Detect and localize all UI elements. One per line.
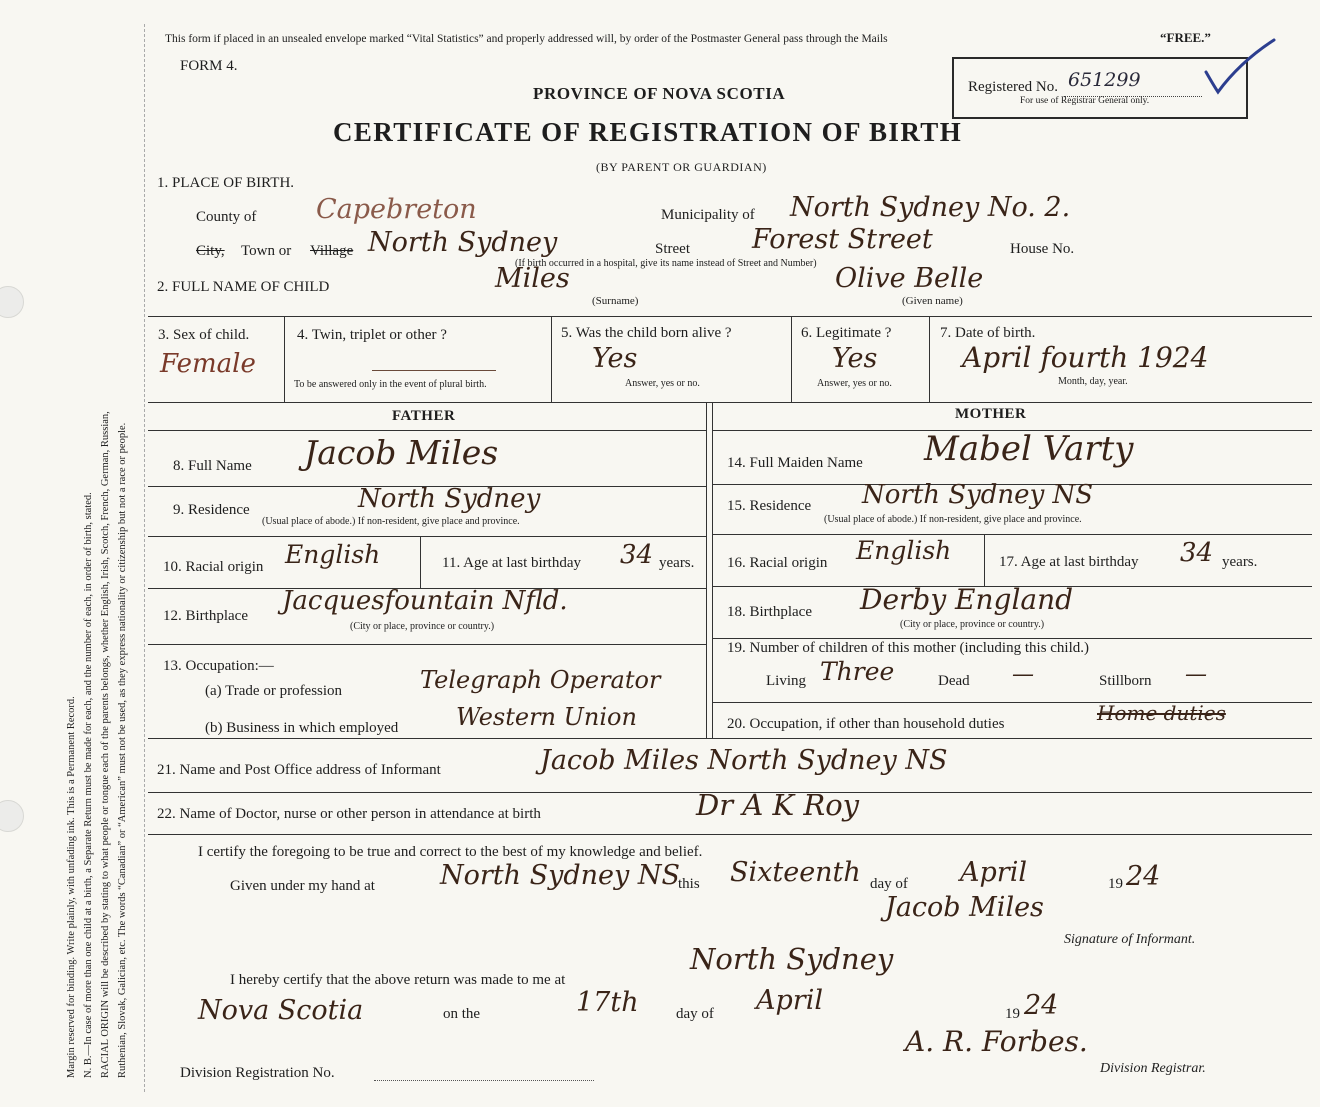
legitimate-value: Yes xyxy=(832,343,878,374)
mother-age: 34 xyxy=(1180,538,1214,568)
rule-parents-bottom xyxy=(148,738,1312,739)
sex-value: Female xyxy=(160,349,256,379)
mother-children-label: 19. Number of children of this mother (including this child.) xyxy=(727,640,1090,656)
father-race: English xyxy=(285,540,381,569)
binding-margin-line xyxy=(144,24,145,1092)
binding-hole-bottom xyxy=(0,800,24,832)
margin-note-4: Ruthenian, Slovak, Galician, etc. The words “Canadian” or “American” must not be used, as they express nationality or citizenship but not a race or people. xyxy=(117,422,128,1078)
registrar-year-prefix: 19 xyxy=(1005,1006,1020,1022)
registrar-place-province: Nova Scotia xyxy=(198,995,364,1026)
given-under-label: Given under my hand at xyxy=(230,878,375,894)
born-alive-value: Yes xyxy=(592,343,638,374)
certificate-title: CERTIFICATE OF REGISTRATION OF BIRTH xyxy=(333,117,963,147)
mother-race-label: 16. Racial origin xyxy=(727,555,828,571)
margin-note-2: N. B.—In case of more than one child at a birth, a Separate Return must be made for each, and the number of each, in order of birth, stated. xyxy=(83,492,94,1078)
father-name-label: 8. Full Name xyxy=(173,458,252,474)
division-registration-line xyxy=(374,1080,594,1081)
municipality-label: Municipality of xyxy=(661,207,755,223)
father-trade-label: (a) Trade or profession xyxy=(205,683,343,699)
father-birthplace: Jacquesfountain Nfld. xyxy=(282,586,568,616)
rule-row3-bottom xyxy=(148,402,1312,403)
born-alive-label: 5. Was the child born alive ? xyxy=(561,325,732,341)
father-birthplace-note: (City or place, province or country.) xyxy=(350,621,495,632)
registrar-year: 24 xyxy=(1024,990,1059,1021)
father-residence-label: 9. Residence xyxy=(173,502,250,518)
mother-name: Mabel Varty xyxy=(924,429,1134,469)
mother-race: English xyxy=(856,536,952,565)
father-race-label: 10. Racial origin xyxy=(163,559,264,575)
registrar-caption: Division Registrar. xyxy=(1100,1061,1206,1076)
doctor-label: 22. Name of Doctor, nurse or other person in attendance at birth xyxy=(157,806,541,822)
stillborn-value: — xyxy=(1185,662,1207,687)
mother-name-label: 14. Full Maiden Name xyxy=(727,455,863,471)
child-given-name: Olive Belle xyxy=(835,263,984,294)
division-registration-label: Division Registration No. xyxy=(180,1065,335,1081)
registrar-dayof-label: day of xyxy=(676,1006,714,1022)
province-heading: PROVINCE OF NOVA SCOTIA xyxy=(533,84,786,103)
margin-note-1: Margin reserved for binding. Write plainly, with unfading ink. This is a Permanent Record. xyxy=(66,696,77,1078)
margin-note-3: RACIAL ORIGIN will be described by stating to what people or tongue each of the parents belongs, whether English, Irish, Scotch, French, German, Russian, xyxy=(100,411,111,1078)
blue-checkmark-icon xyxy=(1200,36,1280,98)
mother-occupation-label: 20. Occupation, if other than household duties xyxy=(727,716,1005,732)
father-trade: Telegraph Operator xyxy=(420,666,661,694)
registrar-signature: A. R. Forbes. xyxy=(905,1025,1088,1058)
dob-label: 7. Date of birth. xyxy=(940,325,1036,341)
rule-row3-top xyxy=(148,316,1312,317)
city-label: City, xyxy=(196,243,225,259)
stillborn-label: Stillborn xyxy=(1099,673,1152,689)
certificate-subtitle: (BY PARENT OR GUARDIAN) xyxy=(596,160,767,174)
given-day: Sixteenth xyxy=(730,857,861,888)
mother-age-label: 17. Age at last birthday xyxy=(999,554,1139,570)
father-business: Western Union xyxy=(456,703,637,731)
dob-note: Month, day, year. xyxy=(1058,376,1128,387)
dead-label: Dead xyxy=(938,673,970,689)
registrar-place: North Sydney xyxy=(690,942,894,976)
father-residence: North Sydney xyxy=(358,484,541,514)
binding-hole-top xyxy=(0,286,24,318)
doctor-value: Dr A K Roy xyxy=(696,788,860,822)
father-age-label: 11. Age at last birthday xyxy=(442,555,581,571)
given-dayof-label: day of xyxy=(870,876,908,892)
mother-birthplace-label: 18. Birthplace xyxy=(727,604,812,620)
sex-label: 3. Sex of child. xyxy=(158,327,250,343)
twin-dash xyxy=(372,370,496,371)
registered-label: Registered No. xyxy=(968,79,1058,95)
given-place: North Sydney NS xyxy=(440,860,680,891)
given-year-prefix: 19 xyxy=(1108,876,1123,892)
mother-residence: North Sydney NS xyxy=(862,480,1094,510)
given-year: 24 xyxy=(1126,861,1161,892)
town-label: Town or xyxy=(241,243,292,259)
street-label: Street xyxy=(655,241,690,257)
registrar-certify: I hereby certify that the above return was made to me at xyxy=(230,972,566,988)
informant-signature-caption: Signature of Informant. xyxy=(1064,932,1196,947)
mother-residence-note: (Usual place of abode.) If non-resident, give place and province. xyxy=(824,514,1082,525)
county-value: Capebreton xyxy=(316,194,477,225)
born-alive-note: Answer, yes or no. xyxy=(625,378,700,389)
father-residence-note: (Usual place of abode.) If non-resident, give place and province. xyxy=(262,516,520,527)
surname-caption: (Surname) xyxy=(592,295,639,307)
given-caption: (Given name) xyxy=(902,295,963,307)
father-occupation-heading: 13. Occupation:— xyxy=(163,658,274,674)
postal-free: “FREE.” xyxy=(1160,30,1211,45)
given-this-label: this xyxy=(678,876,700,892)
place-of-birth-heading: 1. PLACE OF BIRTH. xyxy=(157,175,295,191)
county-label: County of xyxy=(196,209,257,225)
mother-heading: MOTHER xyxy=(955,406,1027,422)
house-number-label: House No. xyxy=(1010,241,1075,257)
town-value: North Sydney xyxy=(368,227,558,258)
certify-statement: I certify the foregoing to be true and correct to the best of my knowledge and belief. xyxy=(198,844,703,860)
dob-value: April fourth 1924 xyxy=(962,341,1209,374)
registrar-only-note: For use of Registrar General only. xyxy=(1020,96,1150,106)
given-month: April xyxy=(960,857,1027,888)
mother-residence-label: 15. Residence xyxy=(727,498,812,514)
father-heading: FATHER xyxy=(392,408,456,424)
father-name: Jacob Miles xyxy=(304,433,499,472)
child-name-label: 2. FULL NAME OF CHILD xyxy=(157,279,330,295)
legitimate-label: 6. Legitimate ? xyxy=(801,325,892,341)
dead-value: — xyxy=(1012,662,1034,687)
municipality-value: North Sydney No. 2. xyxy=(790,192,1071,223)
registered-number: 651299 xyxy=(1068,69,1141,91)
father-birthplace-label: 12. Birthplace xyxy=(163,608,248,624)
father-years-label: years. xyxy=(659,555,695,571)
informant-label: 21. Name and Post Office address of Informant xyxy=(157,762,441,778)
informant-value: Jacob Miles North Sydney NS xyxy=(540,745,948,776)
living-label: Living xyxy=(766,673,806,689)
father-business-label: (b) Business in which employed xyxy=(205,720,399,736)
twin-label: 4. Twin, triplet or other ? xyxy=(297,327,447,343)
informant-signature: Jacob Miles xyxy=(885,892,1044,923)
form-number: FORM 4. xyxy=(180,58,238,74)
living-value: Three xyxy=(820,657,895,686)
child-surname: Miles xyxy=(495,263,570,294)
father-age: 34 xyxy=(620,540,654,570)
mother-years-label: years. xyxy=(1222,554,1258,570)
legitimate-note: Answer, yes or no. xyxy=(817,378,892,389)
hospital-note: (If birth occurred in a hospital, give its name instead of Street and Number) xyxy=(515,258,817,269)
mother-occupation: Home duties xyxy=(1097,701,1226,725)
twin-note: To be answered only in the event of plural birth. xyxy=(294,379,487,390)
registrar-on-label: on the xyxy=(443,1006,481,1022)
mother-birthplace-note: (City or place, province or country.) xyxy=(900,619,1045,630)
village-label: Village xyxy=(310,243,354,259)
registrar-month: April xyxy=(756,985,823,1016)
registrar-day: 17th xyxy=(576,987,639,1018)
postal-notice: This form if placed in an unsealed envelope marked “Vital Statistics” and properly addressed will, by order of the Postmaster General pass through the Mails xyxy=(165,33,888,45)
mother-birthplace: Derby England xyxy=(860,583,1074,616)
street-value: Forest Street xyxy=(752,224,933,255)
